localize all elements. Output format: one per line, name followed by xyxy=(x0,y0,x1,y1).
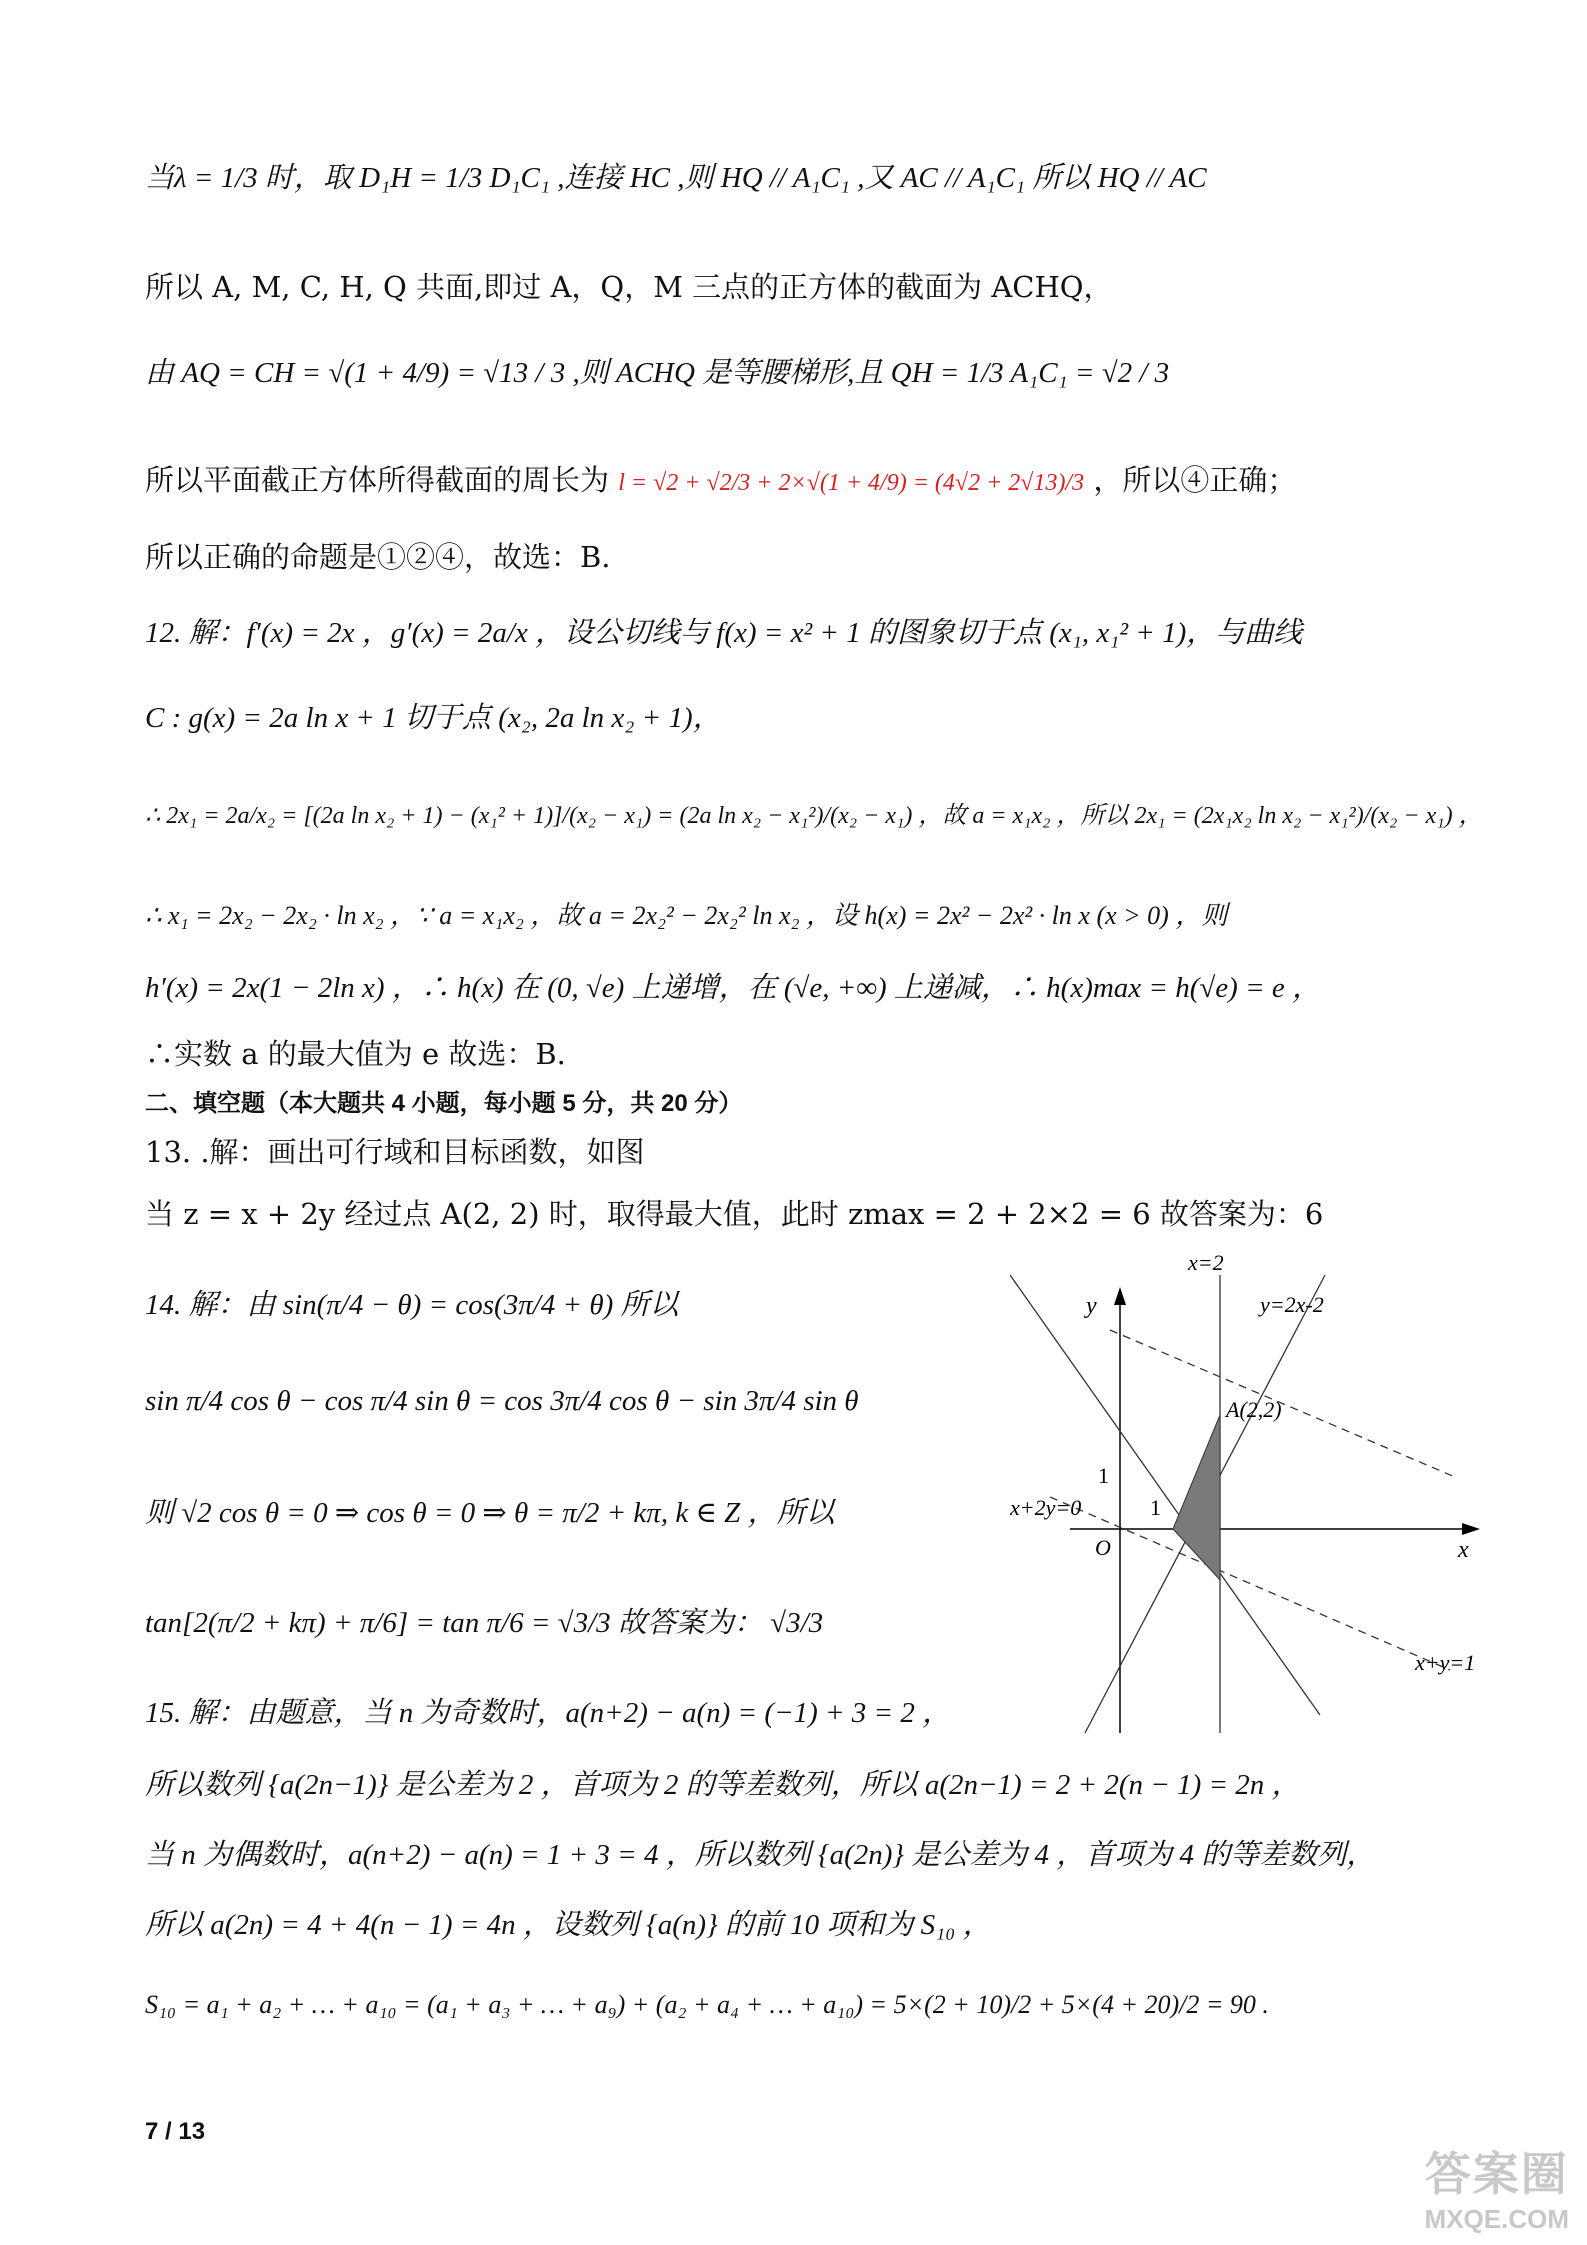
watermark xyxy=(1425,2138,1569,2235)
line-q15-a: 15. 解：由题意，当 n 为奇数时，a(n+2) − a(n) = (−1) + 3 = 2 ， xyxy=(145,1697,952,1729)
line-answer-11: 所以正确的命题是①②④，故选：B. xyxy=(145,540,611,574)
perimeter-text: 所以平面截正方体所得截面的周长为 xyxy=(145,463,610,497)
page-number: 7 / 13 xyxy=(145,2118,206,2145)
line-isosceles: 由 AQ = CH = √(1 + 4/9) = √13 / 3 ,则 ACHQ 是等腰梯形,且 QH = 1/3 A₁C₁ = √2 / 3 xyxy=(145,357,1170,389)
watermark-bottom: MXQE.COM xyxy=(1424,2204,1569,2234)
line-perimeter xyxy=(145,458,1296,499)
label-y-axis: y xyxy=(1086,1293,1097,1319)
line-objective-max xyxy=(1110,1330,1455,1477)
line-q15-b: 所以数列 {a(2n−1)} 是公差为 2 ，首项为 2 的等差数列，所以 a(2n−1) = 2 + 2(n − 1) = 2n ， xyxy=(145,1769,1301,1801)
label-x-plus-2y: x+2y=0 xyxy=(1010,1495,1082,1520)
line-q15-c: 当 n 为偶数时，a(n+2) − a(n) = 1 + 3 = 4 ，所以数列 {a(2n)} 是公差为 4 ，首项为 4 的等差数列， xyxy=(145,1839,1376,1871)
feasible-region xyxy=(1173,1415,1220,1580)
line-q12-e: h′(x) = 2x(1 − 2ln x) ，∴ h(x) 在 (0, √e) 上递增，在 (√e, +∞) 上递减，∴ h(x)max = h(√e) = e ， xyxy=(145,972,1322,1004)
section-heading: 二、填空题（本大题共 4 小题，每小题 5 分，共 20 分） xyxy=(145,1090,743,1117)
line-coplanar: 所以 A, M, C, H, Q 共面,即过 A，Q，M 三点的正方体的截面为 ACHQ， xyxy=(145,270,1113,304)
perimeter-formula: l = √2 + √2/3 + 2×√(1 + 4/9) = (4√2 + 2√13)/3 xyxy=(618,470,1085,496)
label-point-a: A(2,2) xyxy=(1226,1397,1282,1422)
line-q14-c: 则 √2 cos θ = 0 ⇒ cos θ = 0 ⇒ θ = π/2 + kπ, k ∈ Z ，所以 xyxy=(145,1497,835,1529)
line-q14-b: sin π/4 cos θ − cos π/4 sin θ = cos 3π/4 cos θ − sin 3π/4 sin θ xyxy=(145,1385,859,1417)
line-q12-c: ∴ 2x₁ = 2a/x₂ = [(2a ln x₂ + 1) − (x₁² + 1)]/(x₂ − x₁) = (2a ln x₂ − x₁²)/(x₂ − x₁) ，故 a = x₁x₂ ，所以 2x₁ = (2x₁x₂ ln x₂ − x₁²)/(x₂ − x₁) ， xyxy=(145,803,1483,829)
label-one-x: 1 xyxy=(1150,1495,1161,1520)
watermark-top: 答案圈 xyxy=(1424,2148,1569,2200)
label-x-eq-2: x=2 xyxy=(1188,1250,1224,1275)
line-q12-a: 12. 解：f′(x) = 2x ，g′(x) = 2a/x ，设公切线与 f(x) = x² + 1 的图象切于点 (x₁, x₁² + 1)，与曲线 xyxy=(145,617,1303,649)
label-y-eq-2x-2: y=2x-2 xyxy=(1260,1292,1324,1317)
line-q15-e: S₁₀ = a₁ + a₂ + … + a₁₀ = (a₁ + a₃ + … + a₉) + (a₂ + a₄ + … + a₁₀) = 5×(2 + 10)/2 + 5×(4 + 20)/2 = 90 . xyxy=(145,1990,1269,2019)
line-q13-b: 当 z = x + 2y 经过点 A(2, 2) 时，取得最大值，此时 zmax = 2 + 2×2 = 6 故答案为：6 xyxy=(145,1197,1324,1231)
perimeter-conclusion: ，所以④正确； xyxy=(1093,463,1297,497)
line-q14-d: tan[2(π/2 + kπ) + π/6] = tan π/6 = √3/3 故答案为： √3/3 xyxy=(145,1607,824,1639)
line-x-plus-2y-eq-0 xyxy=(1050,1497,1450,1670)
x-axis-arrow xyxy=(1462,1523,1480,1535)
y-axis-arrow xyxy=(1114,1287,1126,1305)
line-q15-d: 所以 a(2n) = 4 + 4(n − 1) = 4n ，设数列 {a(n)} 的前 10 项和为 S₁₀ ， xyxy=(145,1909,992,1941)
label-one-y: 1 xyxy=(1098,1463,1109,1488)
line-q12-b: C : g(x) = 2a ln x + 1 切于点 (x₂, 2a ln x₂ + 1)， xyxy=(145,702,722,734)
label-x-axis: x xyxy=(1458,1537,1469,1563)
line-lambda: 当λ = 1/3 时，取 D₁H = 1/3 D₁C₁ ,连接 HC ,则 HQ // A₁C₁ ,又 AC // A₁C₁ 所以 HQ // AC xyxy=(145,162,1207,194)
label-origin: O xyxy=(1095,1535,1111,1560)
line-q12-d: ∴ x₁ = 2x₂ − 2x₂ · ln x₂ ，∵ a = x₁x₂ ，故 a = 2x₂² − 2x₂² ln x₂ ，设 h(x) = 2x² − 2x² · ln x (x > 0) ，则 xyxy=(145,901,1228,930)
line-q13-a: 13. .解：画出可行域和目标函数，如图 xyxy=(145,1135,645,1169)
line-q12-answer: ∴实数 a 的最大值为 e 故选：B. xyxy=(145,1037,566,1071)
line-q14-a: 14. 解：由 sin(π/4 − θ) = cos(3π/4 + θ) 所以 xyxy=(145,1289,679,1321)
feasible-region-graph xyxy=(1010,1245,1490,1735)
label-x-plus-y-eq-1: x+y=1 xyxy=(1415,1650,1476,1675)
